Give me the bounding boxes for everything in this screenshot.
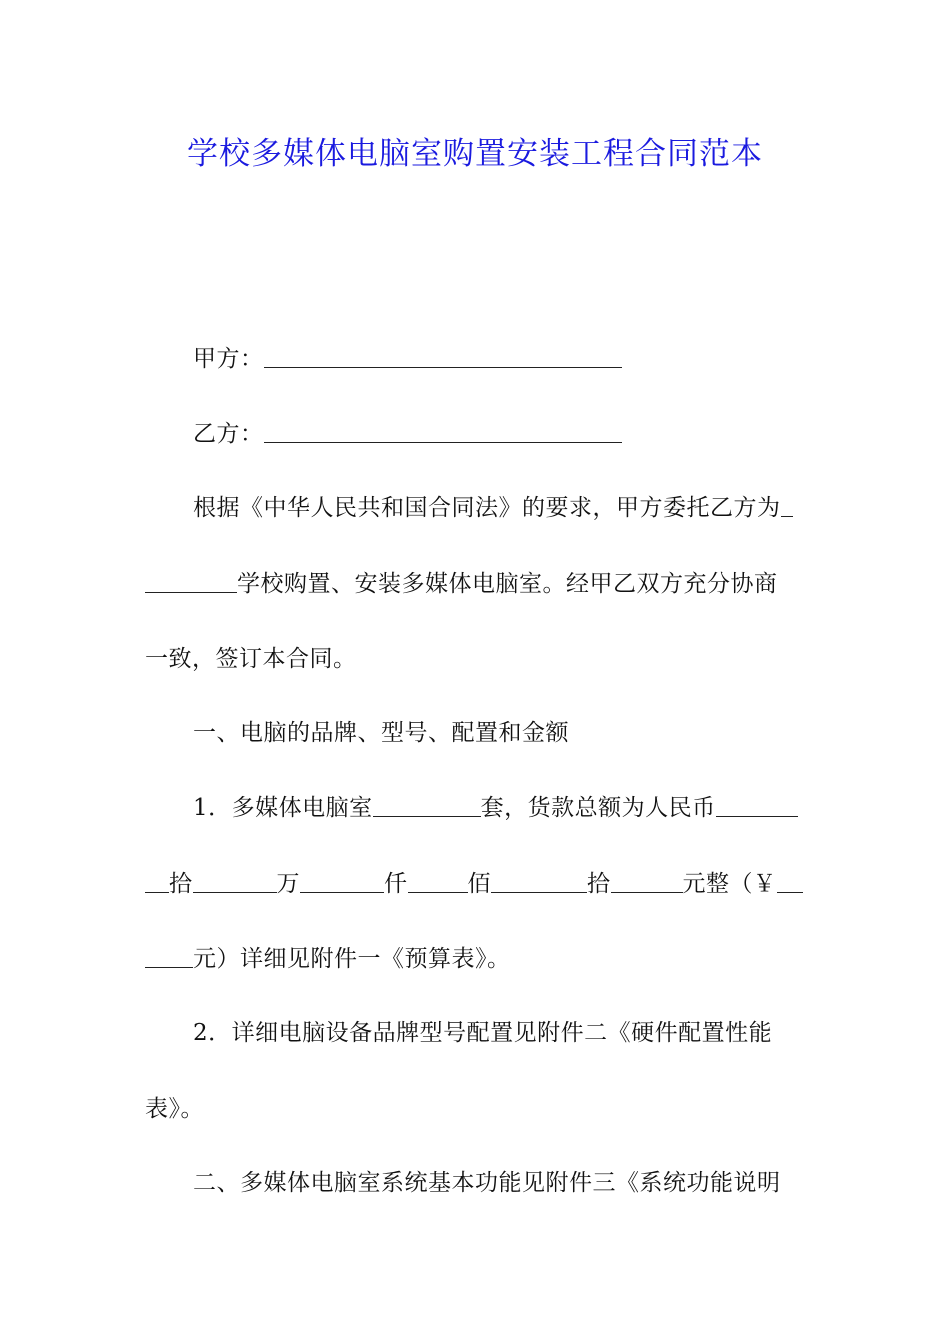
party-a-blank[interactable] (264, 345, 622, 368)
paragraph-1-line-1 (193, 492, 793, 524)
party-a-label: 甲方： (193, 346, 264, 372)
party-b-line (193, 418, 622, 450)
amount-blank-shiwan[interactable] (145, 870, 169, 893)
unit-text: 拾 (169, 871, 193, 897)
item-text: 元）详细见附件一《预算表》。 (193, 946, 511, 972)
amount-figure-blank[interactable] (145, 945, 193, 968)
party-b-blank[interactable] (264, 420, 622, 443)
party-b-label: 乙方： (193, 421, 264, 447)
amount-blank-bai[interactable] (408, 870, 468, 893)
item-1-line-1 (193, 792, 798, 824)
item-1-line-2 (145, 868, 803, 900)
amount-blank-wan[interactable] (193, 870, 277, 893)
item-text: 套，货款总额为人民币 (480, 795, 716, 821)
sets-count-blank[interactable] (373, 794, 481, 817)
item-1-line-3 (145, 943, 511, 975)
unit-text: 拾 (587, 871, 611, 897)
paragraph-1-line-2 (145, 568, 778, 600)
party-a-line (193, 343, 622, 375)
paragraph-1-line-3: 一致，签订本合同。 (145, 646, 357, 672)
amount-blank-yuan[interactable] (611, 870, 683, 893)
school-name-blank-start[interactable] (781, 494, 793, 517)
paragraph-text: 学校购置、安装多媒体电脑室。经甲乙双方充分协商 (237, 571, 778, 597)
document-title: 学校多媒体电脑室购置安装工程合同范本 (187, 136, 763, 172)
section-1-heading: 一、电脑的品牌、型号、配置和金额 (193, 720, 569, 746)
unit-text: 仟 (384, 871, 408, 897)
amount-blank-shi[interactable] (491, 870, 587, 893)
item-2-line-2: 表》。 (145, 1096, 204, 1122)
unit-text: 万 (276, 871, 300, 897)
unit-text: 佰 (467, 871, 491, 897)
amount-blank-qian[interactable] (300, 870, 384, 893)
paragraph-text: 根据《中华人民共和国合同法》的要求，甲方委托乙方为 (193, 495, 781, 521)
school-name-blank[interactable] (145, 570, 237, 593)
item-2-line-1: 2．详细电脑设备品牌型号配置见附件二《硬件配置性能 (193, 1020, 773, 1046)
item-text: 1．多媒体电脑室 (193, 795, 373, 821)
unit-text: 元整（￥ (682, 871, 777, 897)
section-2-line-1: 二、多媒体电脑室系统基本功能见附件三《系统功能说明 (193, 1170, 781, 1196)
amount-blank[interactable] (716, 794, 798, 817)
amount-figure-blank-start[interactable] (777, 870, 803, 893)
